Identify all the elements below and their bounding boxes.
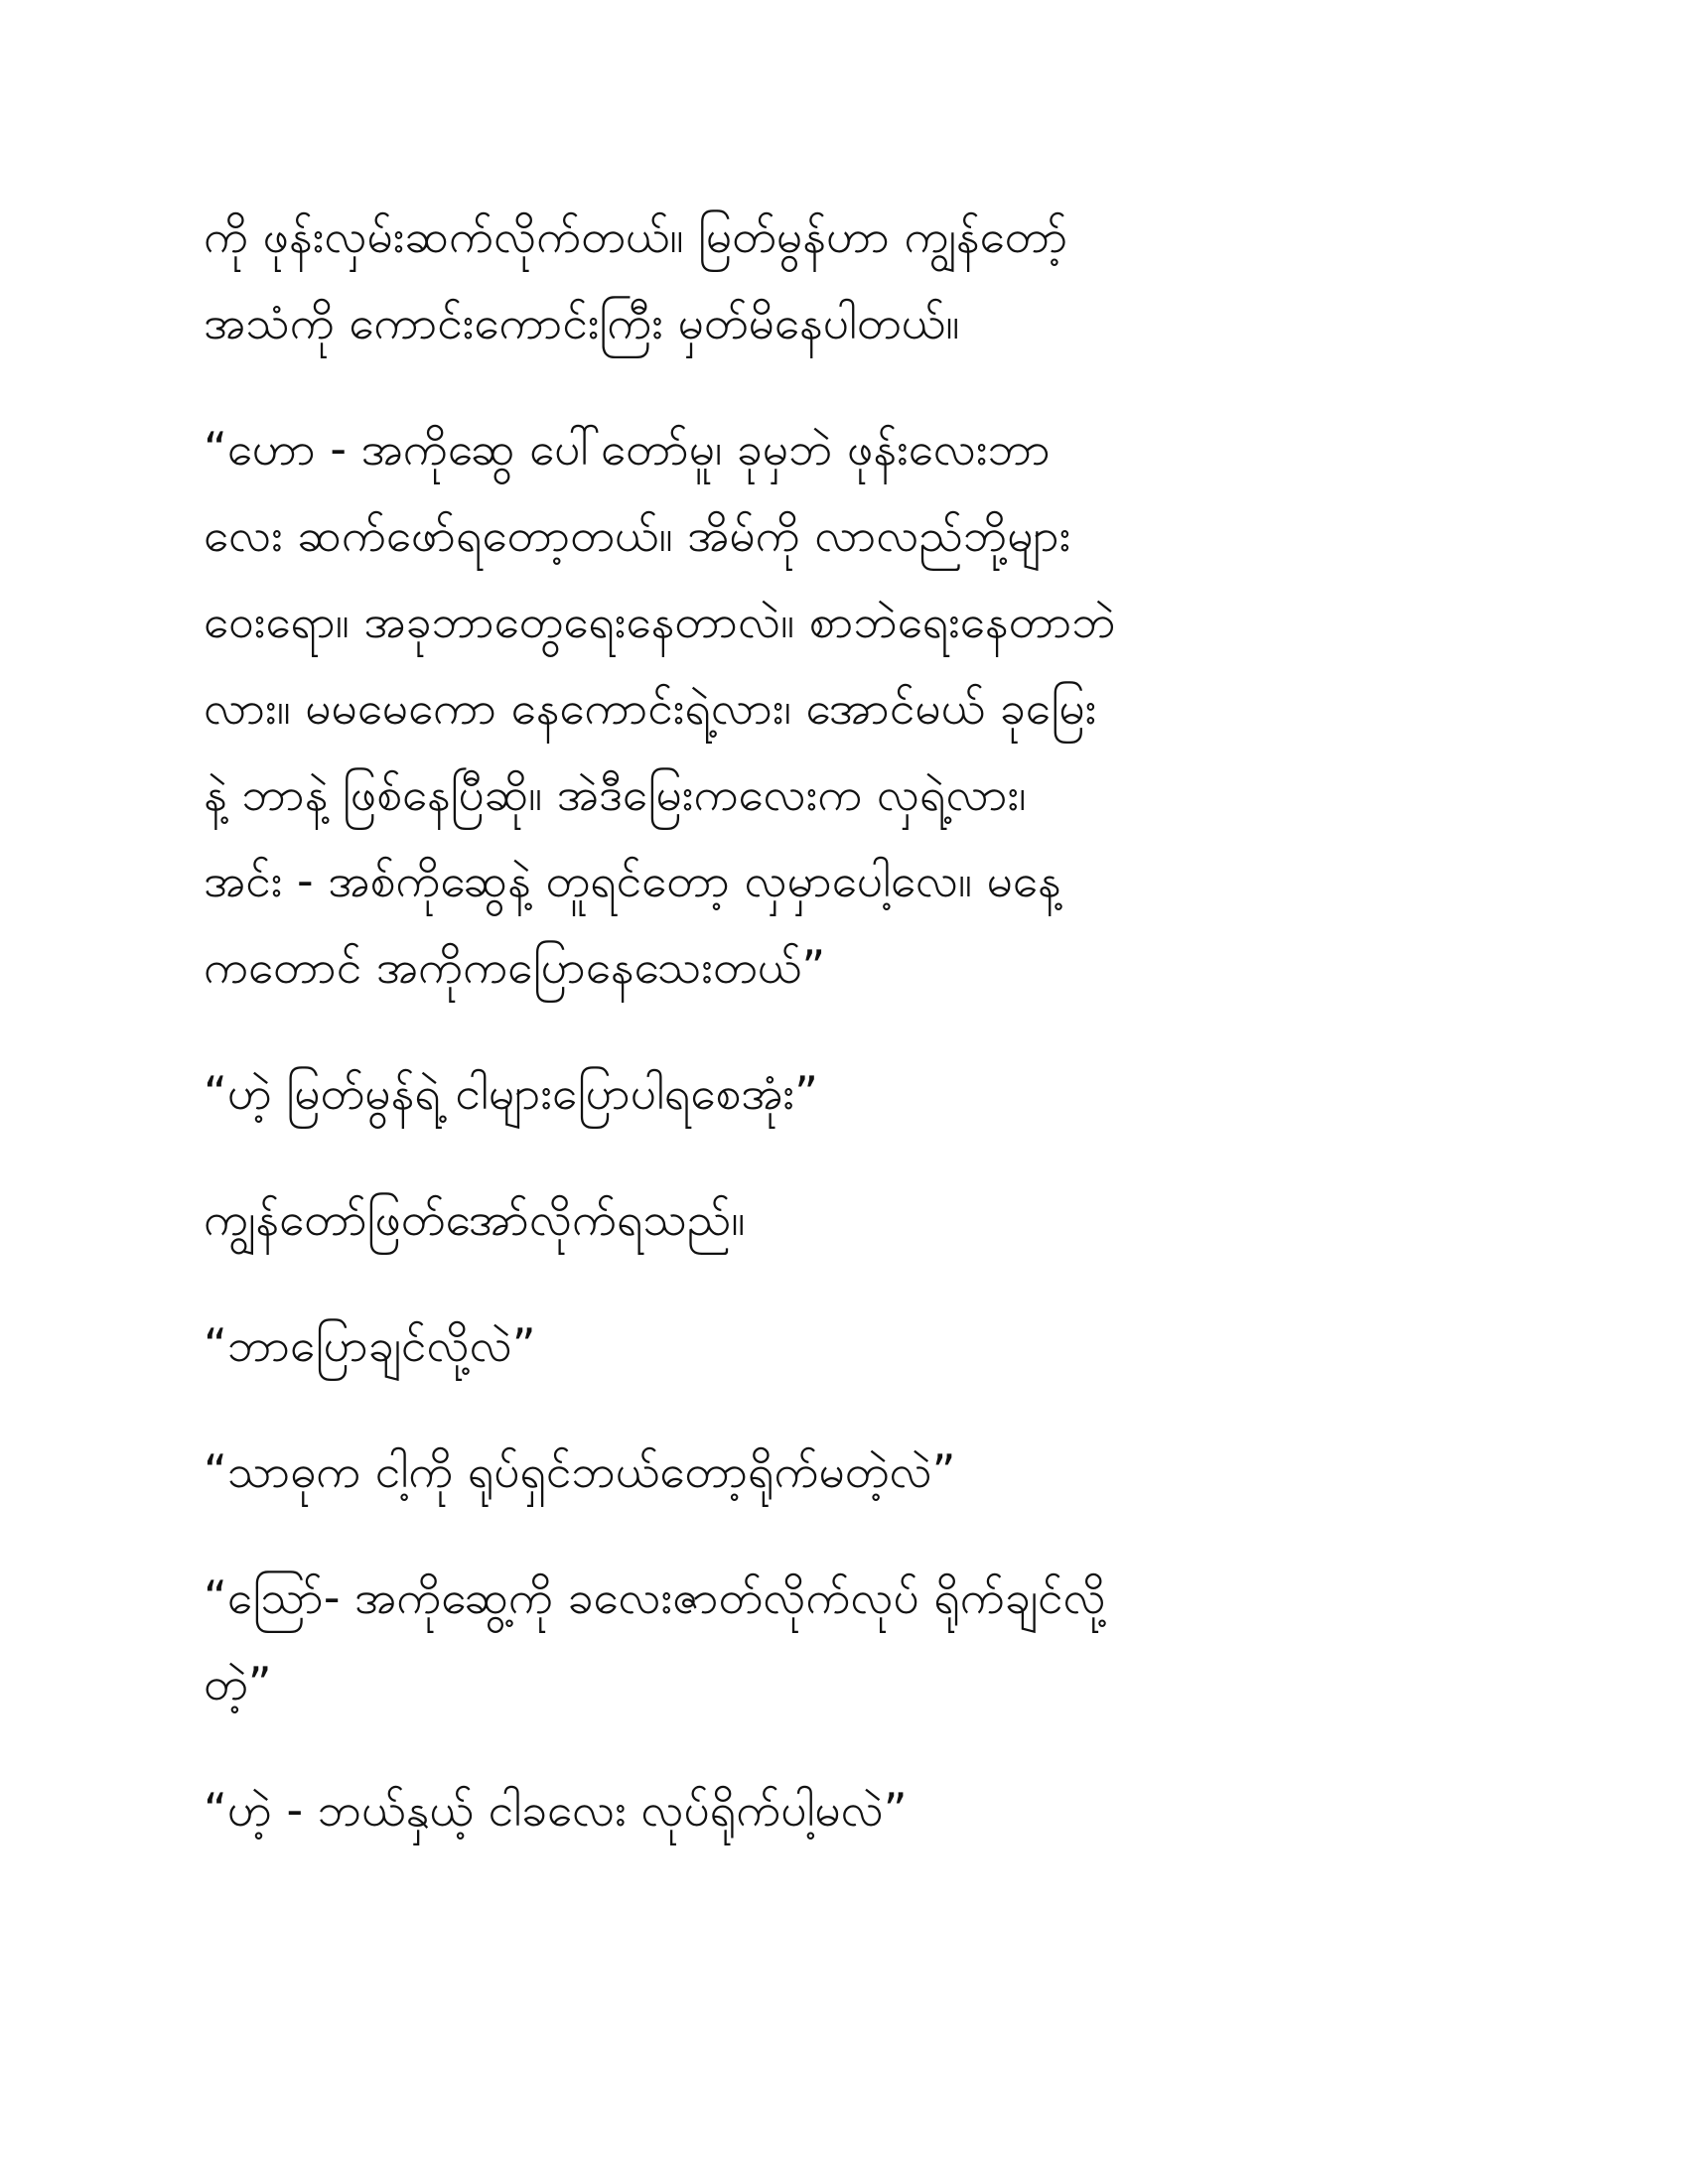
paragraph-3: [204, 1050, 1484, 1137]
paragraph-1: [204, 194, 1484, 366]
text-line: ကျွန်တော်ဖြတ်အော်လိုက်ရသည်။: [204, 1192, 746, 1246]
paragraph-6: [204, 1429, 1484, 1515]
text-line: ကတောင် အကိုကပြောနေသေးတယ်”: [204, 940, 826, 994]
text-line: “သြော်- အကိုဆွေ့ကို ခလေးဇာတ်လိုက်လုပ် ရိုက်ချင်လို့: [204, 1570, 1106, 1624]
text-line: “ဘာပြောချင်လို့လဲ”: [204, 1318, 536, 1372]
text-line: “ဟဲ့ - ဘယ်နှယ့် ငါခလေး လုပ်ရိုက်ပါ့မလဲ”: [204, 1783, 908, 1837]
text-line: ကို ဖုန်းလှမ်းဆက်လိုက်တယ်။ မြတ်မွန်ဟာ ကျွန်တော့်: [204, 209, 1068, 263]
text-line: နဲ့ ဘာနဲ့ ဖြစ်နေပြီဆို။ အဲဒီမြေးကလေးက လှရဲ့လား၊: [204, 767, 1027, 821]
text-line: အင်း - အစ်ကိုဆွေနဲ့ တူရင်တော့ လှမှာပေါ့လေ။ မနေ့: [204, 854, 1061, 907]
body-text: [204, 194, 1484, 1853]
text-line: ဝေးရော။ အခုဘာတွေရေးနေတာလဲ။ စာဘဲရေးနေတာဘဲ: [204, 595, 1116, 648]
paragraph-4: [204, 1176, 1484, 1263]
paragraph-8: [204, 1767, 1484, 1853]
text-line: “ဟဲ့ မြတ်မွန်ရဲ့ ငါများပြောပါရစေအုံး”: [204, 1066, 818, 1120]
text-line: အသံကို ကောင်းကောင်းကြီး မှတ်မိနေပါတယ်။: [204, 296, 960, 349]
text-line: လေး ဆက်ဖော်ရတော့တယ်။ အိမ်ကို လာလည်ဘို့များ: [204, 508, 1071, 562]
paragraph-2: [204, 406, 1484, 1011]
paragraph-5: [204, 1302, 1484, 1389]
text-line: တဲ့”: [204, 1657, 272, 1710]
paragraph-7: [204, 1555, 1484, 1727]
text-line: လား။ မမမေကော နေကောင်းရဲ့လား၊ အောင်မယ် ခုမြေး: [204, 681, 1097, 735]
text-line: “သာဓုက ငါ့ကို ရုပ်ရှင်ဘယ်တော့ရိုက်မတဲ့လဲ”: [204, 1444, 956, 1498]
text-line: “ဟော - အကိုဆွေ ပေါ်တော်မူ၊ ခုမှဘဲ ဖုန်းလေးဘာ: [204, 422, 1051, 476]
